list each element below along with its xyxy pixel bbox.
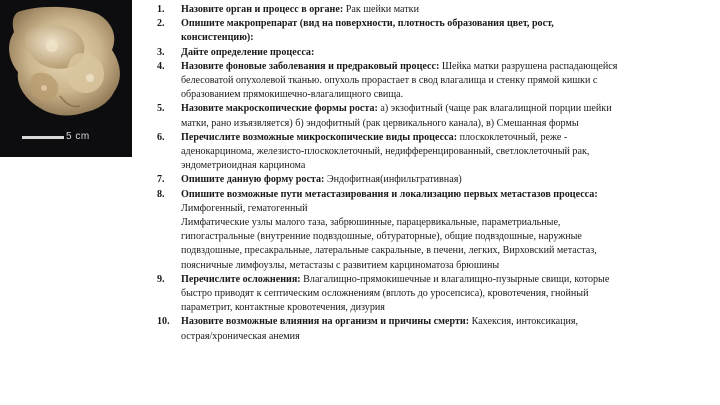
answer-line: белесоватой опухолевой тканью. опухоль прорастает в свод влагалища и стенку прямой кишки с: [181, 75, 598, 87]
answer-text: Эндофитная(инфильтративная): [324, 174, 462, 186]
answer-line: подвздошные, пресакральные, латеральные сакральные, в печени, легких, Вирховский метастаз,: [181, 245, 597, 257]
answer-text: плоскоклеточный, реже -: [457, 131, 568, 143]
list-item: [157, 131, 715, 174]
question-text: Перечислите возможные микроскопические виды процесса:: [181, 131, 458, 143]
scale-bar: [22, 136, 64, 139]
answer-text: Кахексия, интоксикация,: [469, 316, 579, 328]
list-item: [157, 46, 715, 60]
answer-line: быстро приводят к септическим осложнениям (вплоть до уросепсиса), кровотечения, гнойный: [181, 288, 589, 300]
answer-line: эндометриоидная карцинома: [181, 160, 306, 172]
question-text: Назовите фоновые заболевания и предраковый процесс:: [181, 60, 440, 72]
list-item: [157, 3, 715, 17]
question-list: [157, 3, 715, 344]
list-item: [157, 102, 715, 130]
answer-line: Лимфогенный, гематогенный: [181, 202, 308, 214]
list-item: [157, 188, 715, 273]
answer-line: матки, рано изъязвляется) б) эндофитный (рак цервикального канала), в) Смешанная формы: [181, 117, 579, 129]
list-item: [157, 173, 715, 187]
question-text: Опишите макропрепарат (вид на поверхности, плотность образования цвет, рост,: [181, 18, 554, 30]
item-number: 2.: [157, 18, 165, 30]
item-number: 10.: [157, 316, 170, 328]
list-item: [157, 17, 715, 45]
item-number: 8.: [157, 188, 165, 200]
answer-line: Лимфатические узлы малого таза, забрюшинные, парацервикальные, параметриальные,: [181, 217, 561, 229]
answer-line: острая/хроническая анемия: [181, 330, 300, 342]
answer-line: аденокарцинома, железисто-плоскоклеточный, недифференцированный, светлоклеточный рак,: [181, 146, 590, 158]
specimen-photo: [0, 0, 132, 157]
answer-text: Влагалищно-прямокишечные и влагалищно-пузырные свищи, которые: [300, 273, 610, 285]
question-text-cont: консистенцию):: [181, 32, 254, 44]
question-text: Назовите орган и процесс в органе:: [181, 4, 344, 15]
item-number: 4.: [157, 60, 165, 72]
item-number: 7.: [157, 174, 165, 186]
answer-text: Шейка матки разрушена распадающейся: [439, 60, 618, 72]
answer-text: Рак шейки матки: [343, 4, 419, 15]
question-text: Назовите макроскопические формы роста:: [181, 103, 378, 115]
question-text: Перечислите осложнения:: [181, 273, 301, 285]
list-item: [157, 315, 715, 343]
answer-line: гипогастральные (внутренние подвздошные, обтураторные), общие подвздошные, наружные: [181, 231, 582, 243]
item-number: 9.: [157, 273, 165, 285]
scale-label: 5 cm: [66, 131, 90, 142]
item-number: 5.: [157, 103, 165, 115]
question-text: Дайте определение процесса:: [181, 46, 315, 58]
item-number: 1.: [157, 4, 165, 15]
answer-line: поясничные лимфоузлы, метастазы с развитием карциноматоза брюшины: [181, 259, 500, 271]
question-text: Назовите возможные влияния на организм и причины смерти:: [181, 316, 470, 328]
item-number: 6.: [157, 131, 165, 143]
answer-text: а) экзофитный (чаще рак влагалищной порции шейки: [377, 103, 612, 115]
question-text: Опишите возможные пути метастазирования и локализацию первых метастазов процесса:: [181, 188, 598, 200]
answer-line: параметрит, контактные кровотечения, дизурия: [181, 302, 385, 314]
list-item: [157, 60, 715, 103]
answer-line: образованием прямокишечно-влагалищного свища.: [181, 89, 404, 101]
question-text: Опишите данную форму роста:: [181, 174, 325, 186]
list-item: [157, 273, 715, 316]
item-number: 3.: [157, 46, 165, 58]
